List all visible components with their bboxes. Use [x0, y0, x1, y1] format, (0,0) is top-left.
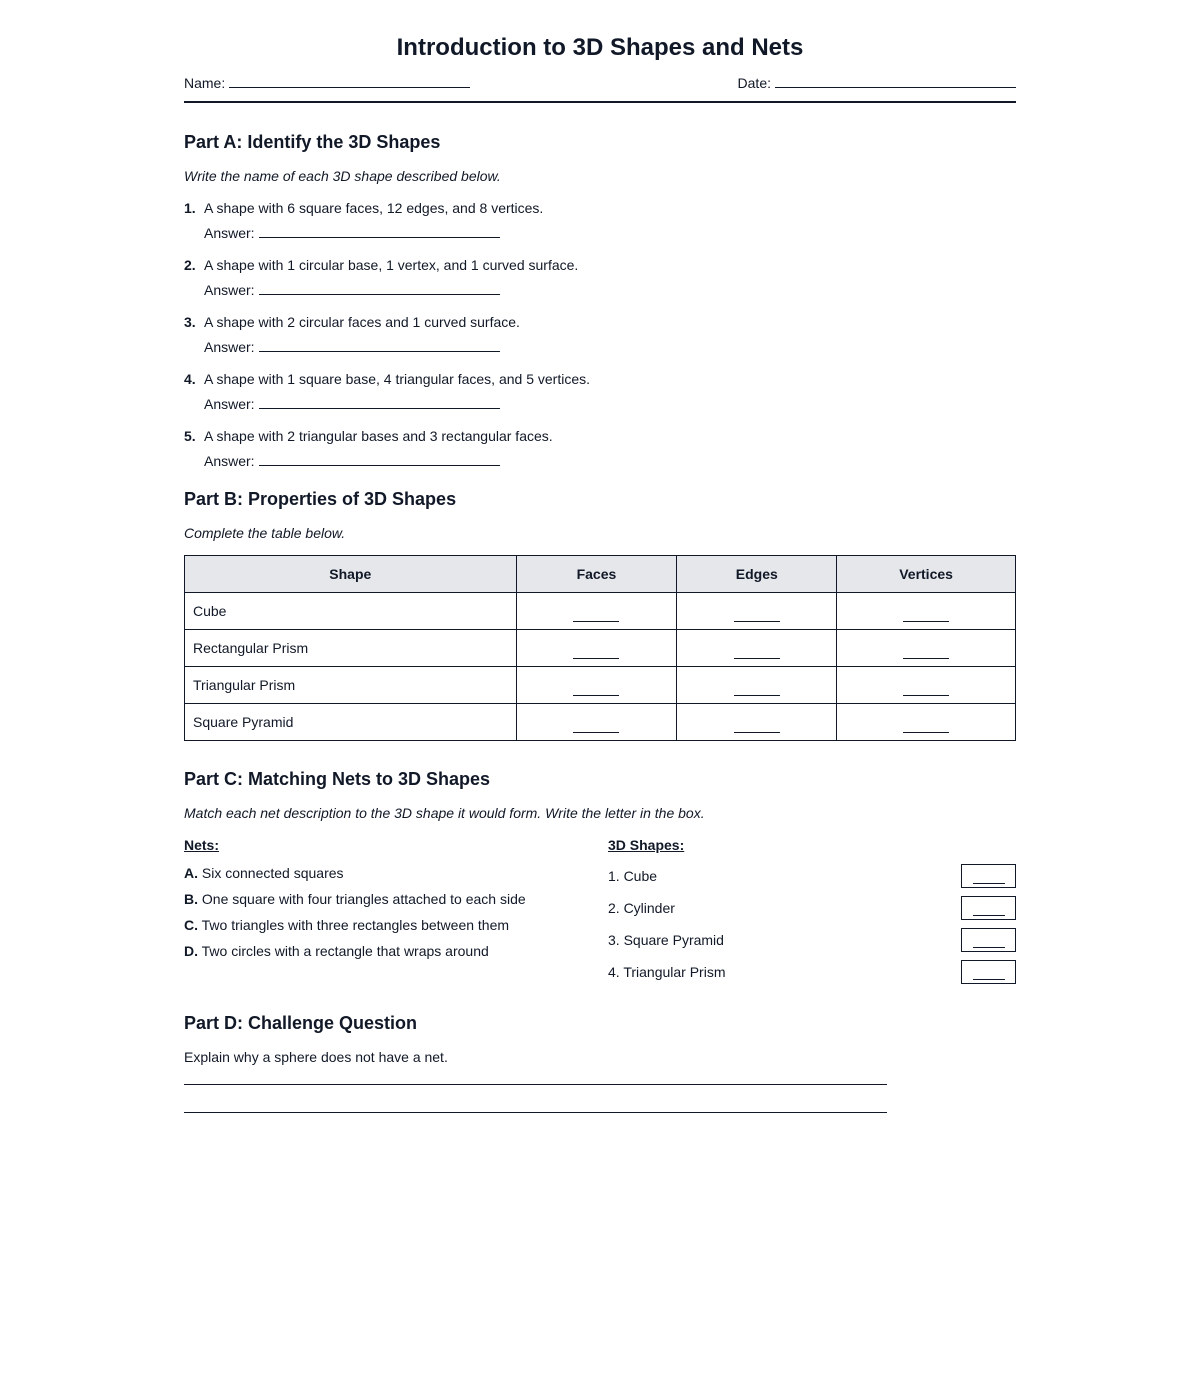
question-text: A shape with 1 circular base, 1 vertex, and 1 curved surface. [204, 257, 579, 273]
vertices-blank[interactable] [903, 644, 949, 659]
faces-cell[interactable] [516, 630, 677, 667]
vertices-cell[interactable] [837, 593, 1016, 630]
answer-label: Answer: [204, 225, 255, 241]
column-header-shape: Shape [185, 556, 517, 593]
date-field[interactable] [738, 72, 1016, 93]
table-row [185, 593, 1016, 630]
edges-cell[interactable] [677, 630, 837, 667]
answer-row[interactable] [204, 336, 520, 357]
shape-name-cell: Triangular Prism [185, 667, 517, 704]
question-number: 4. [184, 371, 196, 387]
question-item [184, 369, 1016, 414]
question-text: A shape with 6 square faces, 12 edges, and 8 vertices. [204, 200, 544, 216]
properties-table [184, 555, 1016, 741]
edges-blank[interactable] [734, 718, 780, 733]
part-a-instruction: Write the name of each 3D shape described below. [184, 168, 501, 184]
table-row [185, 704, 1016, 741]
edges-cell[interactable] [677, 704, 837, 741]
answer-row[interactable] [204, 393, 590, 414]
answer-label: Answer: [204, 339, 255, 355]
column-header-faces: Faces [516, 556, 677, 593]
column-header-edges: Edges [677, 556, 837, 593]
answer-writing-line[interactable] [184, 1084, 887, 1085]
net-letter: A. [184, 865, 198, 881]
net-item [184, 863, 608, 883]
answer-blank[interactable] [259, 450, 500, 466]
page-title: Introduction to 3D Shapes and Nets [396, 34, 804, 61]
edges-blank[interactable] [734, 681, 780, 696]
name-field[interactable] [184, 72, 470, 93]
part-b-heading: Part B: Properties of 3D Shapes [184, 489, 457, 509]
shapes-column [608, 835, 1016, 991]
shape-option: 3. Square Pyramid [608, 932, 724, 948]
shape-match-row [608, 863, 1016, 889]
net-text: Two circles with a rectangle that wraps around [201, 943, 489, 959]
answer-blank[interactable] [259, 279, 500, 295]
answer-blank[interactable] [259, 336, 500, 352]
table-row [185, 667, 1016, 704]
part-a-question-list [184, 198, 1016, 471]
answer-label: Answer: [204, 396, 255, 412]
vertices-blank[interactable] [903, 718, 949, 733]
answer-row[interactable] [204, 450, 553, 471]
faces-blank[interactable] [573, 681, 619, 696]
answer-row[interactable] [204, 222, 543, 243]
faces-blank[interactable] [573, 718, 619, 733]
question-text: A shape with 1 square base, 4 triangular faces, and 5 vertices. [204, 371, 591, 387]
matching-section [184, 835, 1016, 991]
faces-cell[interactable] [516, 704, 677, 741]
match-answer-box[interactable] [961, 928, 1016, 952]
net-text: One square with four triangles attached to each side [201, 891, 526, 907]
question-item [184, 426, 1016, 471]
edges-cell[interactable] [677, 593, 837, 630]
shape-match-row [608, 927, 1016, 953]
challenge-question: Explain why a sphere does not have a net. [184, 1049, 448, 1065]
date-blank[interactable] [775, 72, 1016, 88]
faces-blank[interactable] [573, 644, 619, 659]
vertices-cell[interactable] [837, 704, 1016, 741]
question-number: 1. [184, 200, 196, 216]
shapes-heading: 3D Shapes: [608, 837, 685, 853]
question-item [184, 198, 1016, 243]
match-answer-box[interactable] [961, 960, 1016, 984]
faces-cell[interactable] [516, 667, 677, 704]
net-letter: C. [184, 917, 198, 933]
shape-name-cell: Rectangular Prism [185, 630, 517, 667]
edges-cell[interactable] [677, 667, 837, 704]
answer-blank[interactable] [259, 393, 500, 409]
shape-option: 1. Cube [608, 868, 658, 884]
net-text: Two triangles with three rectangles between them [201, 917, 510, 933]
question-number: 5. [184, 428, 196, 444]
match-answer-box[interactable] [961, 864, 1016, 888]
part-d-heading: Part D: Challenge Question [184, 1013, 418, 1033]
question-number: 2. [184, 257, 196, 273]
table-row [185, 630, 1016, 667]
shape-name-cell: Square Pyramid [185, 704, 517, 741]
part-a-heading: Part A: Identify the 3D Shapes [184, 132, 441, 152]
shape-option: 2. Cylinder [608, 900, 675, 916]
part-c-instruction: Match each net description to the 3D shape it would form. Write the letter in the box. [184, 805, 705, 821]
faces-blank[interactable] [573, 607, 619, 622]
net-letter: D. [184, 943, 198, 959]
vertices-blank[interactable] [903, 607, 949, 622]
question-text: A shape with 2 triangular bases and 3 rectangular faces. [204, 428, 553, 444]
answer-label: Answer: [204, 282, 255, 298]
nets-column [184, 835, 608, 991]
worksheet-page [184, 0, 1016, 1113]
name-blank[interactable] [229, 72, 470, 88]
shape-match-row [608, 895, 1016, 921]
net-item [184, 889, 608, 909]
nets-heading: Nets: [184, 837, 220, 853]
part-c-heading: Part C: Matching Nets to 3D Shapes [184, 769, 491, 789]
net-text: Six connected squares [201, 865, 344, 881]
column-header-vertices: Vertices [837, 556, 1016, 593]
match-answer-box[interactable] [961, 896, 1016, 920]
vertices-cell[interactable] [837, 667, 1016, 704]
question-item [184, 312, 1016, 357]
shape-option: 4. Triangular Prism [608, 964, 726, 980]
answer-row[interactable] [204, 279, 578, 300]
shape-name-cell: Cube [185, 593, 517, 630]
net-item [184, 915, 608, 935]
question-text: A shape with 2 circular faces and 1 curved surface. [204, 314, 520, 330]
vertices-cell[interactable] [837, 630, 1016, 667]
net-item [184, 941, 608, 961]
question-item [184, 255, 1016, 300]
edges-blank[interactable] [734, 644, 780, 659]
table-header-row [185, 556, 1016, 593]
answer-blank[interactable] [259, 222, 500, 238]
date-label: Date: [737, 75, 771, 91]
edges-blank[interactable] [734, 607, 780, 622]
faces-cell[interactable] [516, 593, 677, 630]
net-letter: B. [184, 891, 198, 907]
part-b-instruction: Complete the table below. [184, 525, 346, 541]
answer-writing-line[interactable] [184, 1112, 887, 1113]
name-date-row [184, 72, 1016, 103]
shape-match-row [608, 959, 1016, 985]
name-label: Name: [184, 75, 226, 91]
answer-label: Answer: [204, 453, 255, 469]
vertices-blank[interactable] [903, 681, 949, 696]
question-number: 3. [184, 314, 196, 330]
